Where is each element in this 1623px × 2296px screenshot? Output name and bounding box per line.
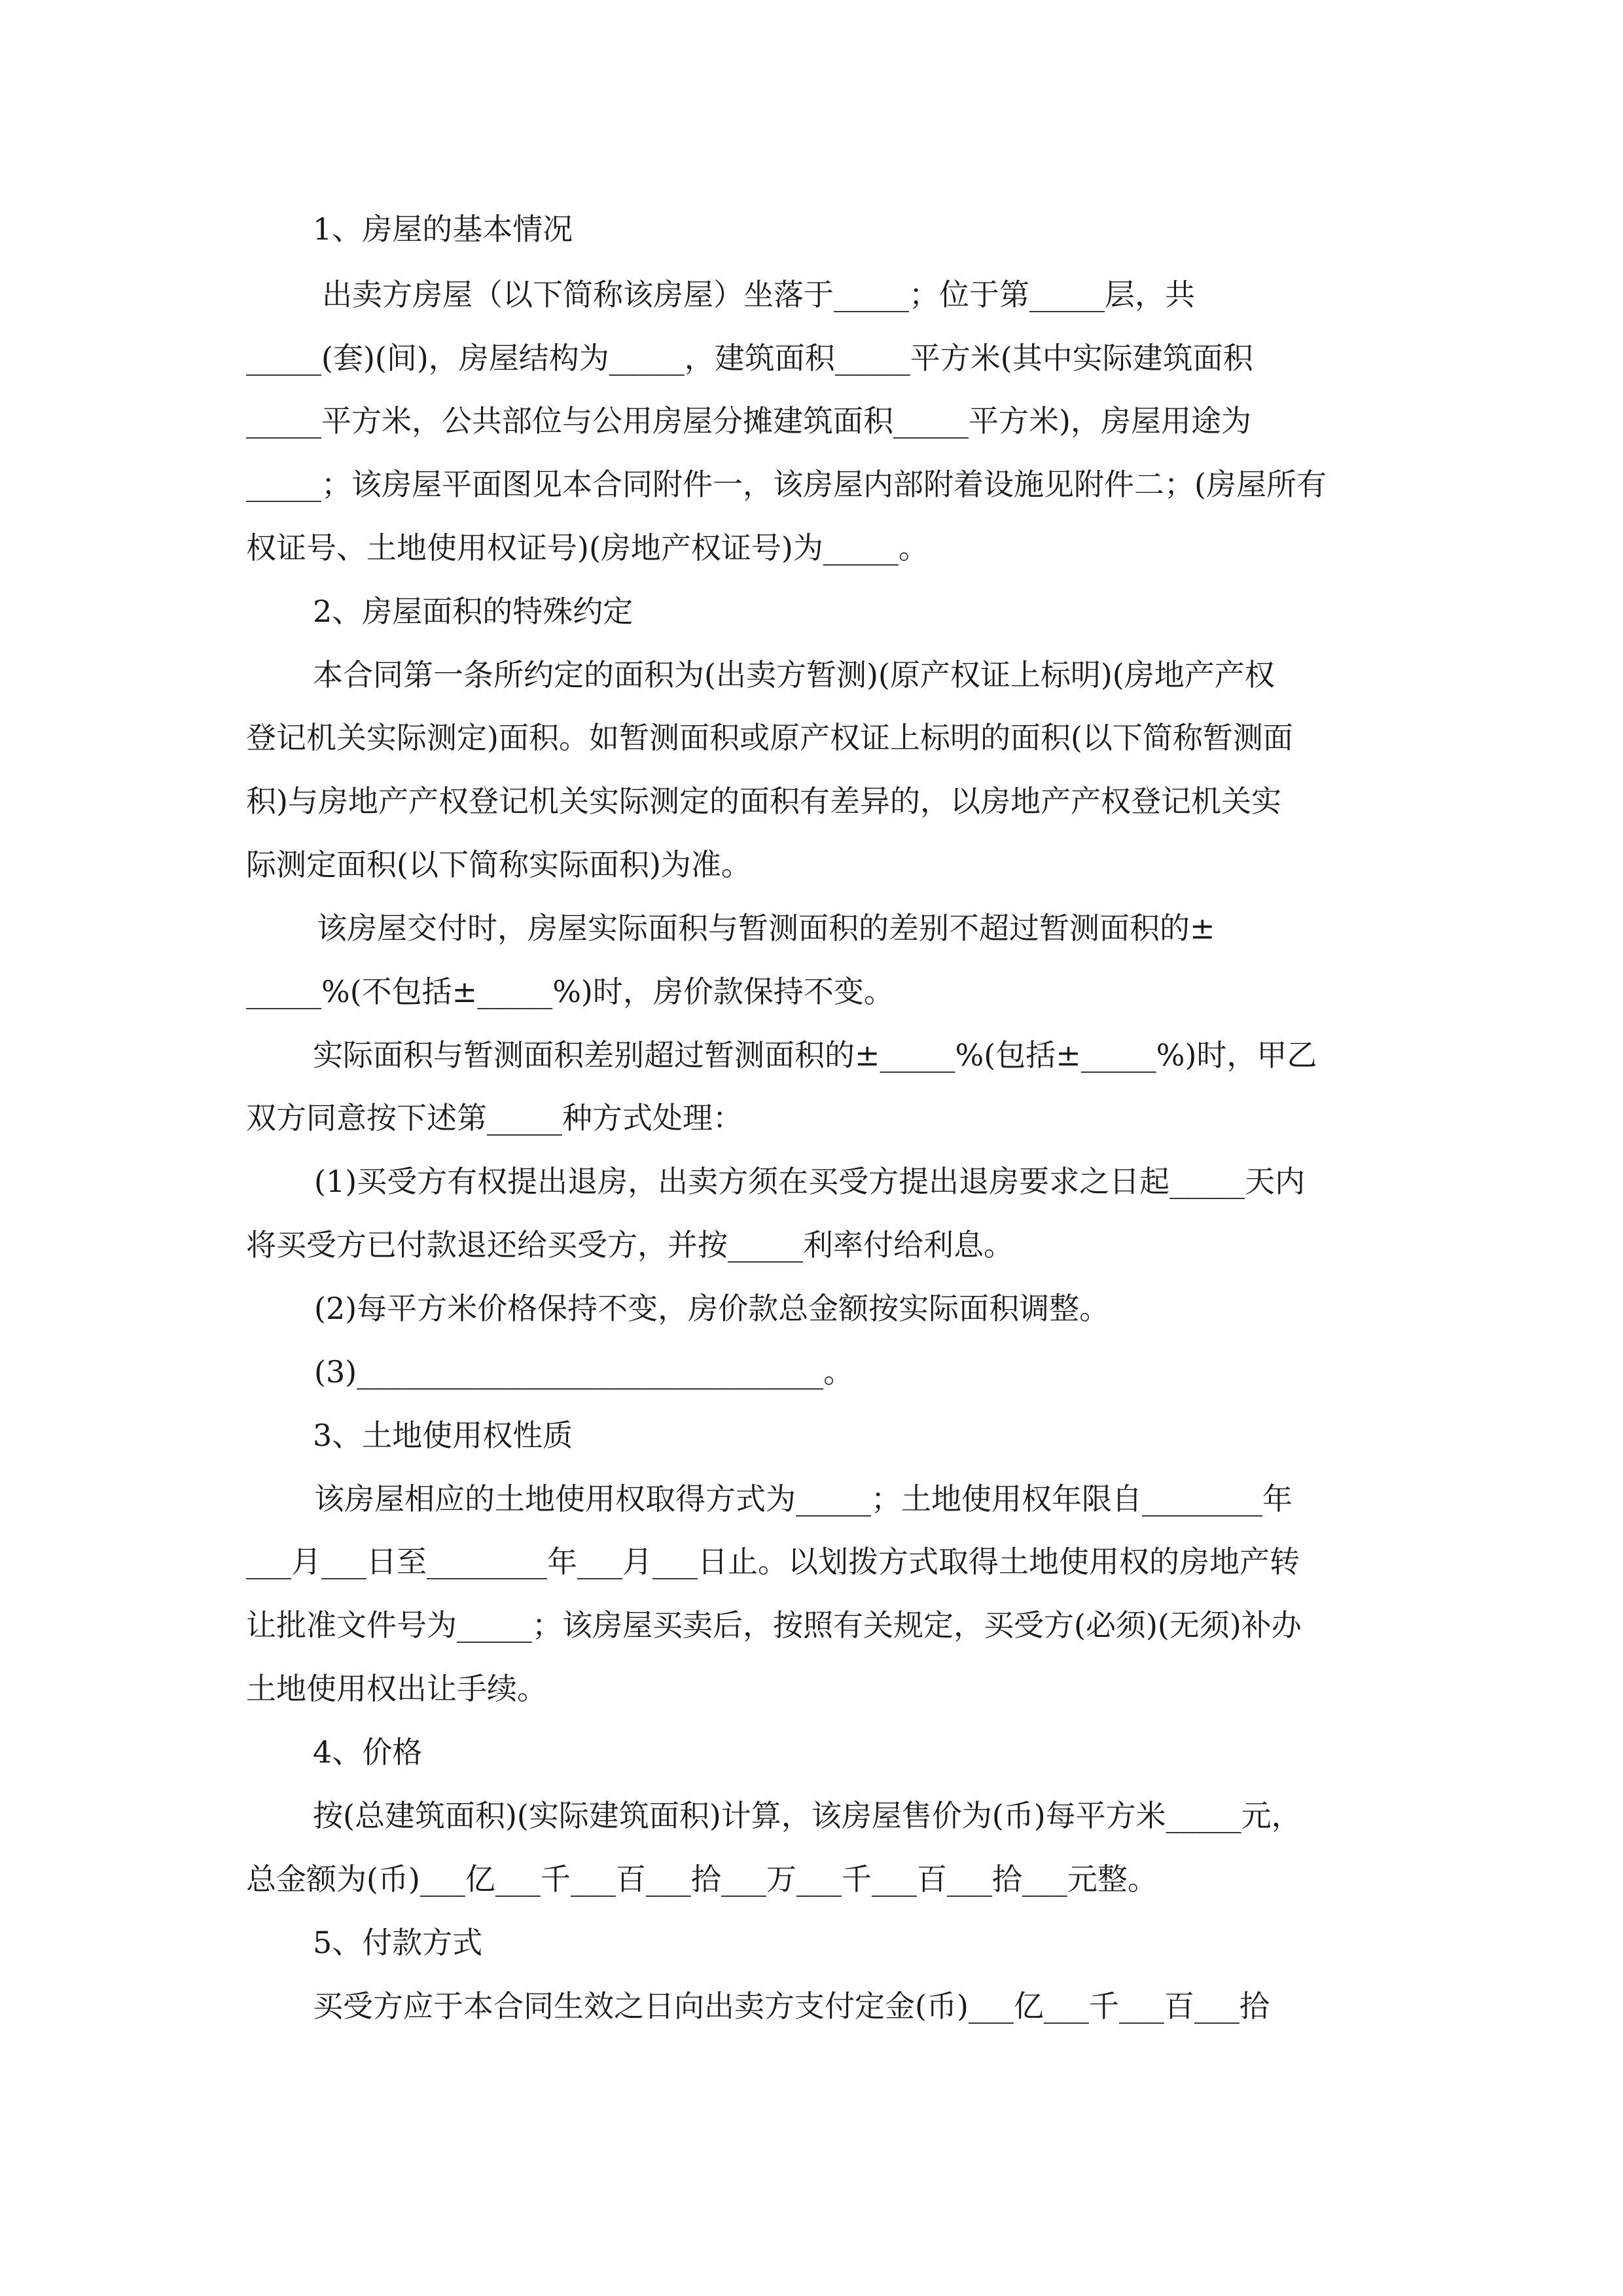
- paragraph-line: _____；该房屋平面图见本合同附件一，该房屋内部附着设施见附件二；(房屋所有: [246, 467, 1327, 502]
- paragraph-line: _____%(不包括±_____%)时，房价款保持不变。: [246, 974, 894, 1009]
- paragraph-line: 买受方应于本合同生效之日向出卖方支付定金(币)___亿___千___百___拾: [313, 1988, 1270, 2024]
- paragraph-line: 让批准文件号为_____；该房屋买卖后，按照有关规定，买受方(必须)(无须)补办: [246, 1607, 1302, 1643]
- paragraph-line: _____平方米，公共部位与公用房屋分摊建筑面积_____平方米)，房屋用途为: [246, 403, 1251, 439]
- paragraph-line: 本合同第一条所约定的面积为(出卖方暂测)(原产权证上标明)(房地产产权: [313, 657, 1275, 692]
- paragraph-line: 该房屋相应的土地使用权取得方式为_____；土地使用权年限自________年: [314, 1481, 1293, 1516]
- section-heading-3: 3、土地使用权性质: [313, 1418, 573, 1453]
- section-heading-4: 4、价格: [313, 1734, 423, 1770]
- paragraph-line: 双方同意按下述第_____种方式处理：: [246, 1100, 743, 1136]
- paragraph-line: _____(套)(间)，房屋结构为_____，建筑面积_____平方米(其中实际建筑面积: [246, 340, 1253, 376]
- paragraph-line: 际测定面积(以下简称实际面积)为准。: [246, 847, 751, 882]
- paragraph-line: ___月___日至________年___月___日止。以划拨方式取得土地使用权的房地产转: [246, 1544, 1300, 1579]
- paragraph-line: 按(总建筑面积)(实际建筑面积)计算，该房屋售价为(币)每平方米_____元，: [313, 1798, 1302, 1833]
- paragraph-line: 登记机关实际测定)面积。如暂测面积或原产权证上标明的面积(以下简称暂测面: [246, 720, 1293, 755]
- paragraph-line: 该房屋交付时，房屋实际面积与暂测面积的差别不超过暂测面积的±: [317, 910, 1215, 946]
- paragraph-line: 积)与房地产产权登记机关实际测定的面积有差异的，以房地产产权登记机关实: [246, 783, 1281, 819]
- paragraph-line: 土地使用权出让手续。: [246, 1671, 547, 1706]
- section-heading-2: 2、房屋面积的特殊约定: [313, 594, 633, 629]
- paragraph-line: (2)每平方米价格保持不变，房价款总金额按实际面积调整。: [314, 1291, 1110, 1326]
- paragraph-line: 实际面积与暂测面积差别超过暂测面积的±_____%(包括±_____%)时，甲乙: [313, 1037, 1317, 1073]
- paragraph-line: (3)_______________________________。: [314, 1354, 854, 1390]
- section-heading-5: 5、付款方式: [313, 1925, 483, 1960]
- paragraph-line: (1)买受方有权提出退房，出卖方须在买受方提出退房要求之日起_____天内: [314, 1164, 1306, 1199]
- paragraph-line: 总金额为(币)___亿___千___百___拾___万___千___百___拾___元整。: [246, 1861, 1158, 1897]
- paragraph-line: 出卖方房屋（以下简称该房屋）坐落于_____；位于第_____层，共: [322, 277, 1195, 312]
- paragraph-line: 权证号、土地使用权证号)(房地产权证号)为_____。: [246, 530, 929, 565]
- section-heading-1: 1、房屋的基本情况: [313, 211, 573, 247]
- paragraph-line: 将买受方已付款退还给买受方，并按_____利率付给利息。: [246, 1227, 1014, 1263]
